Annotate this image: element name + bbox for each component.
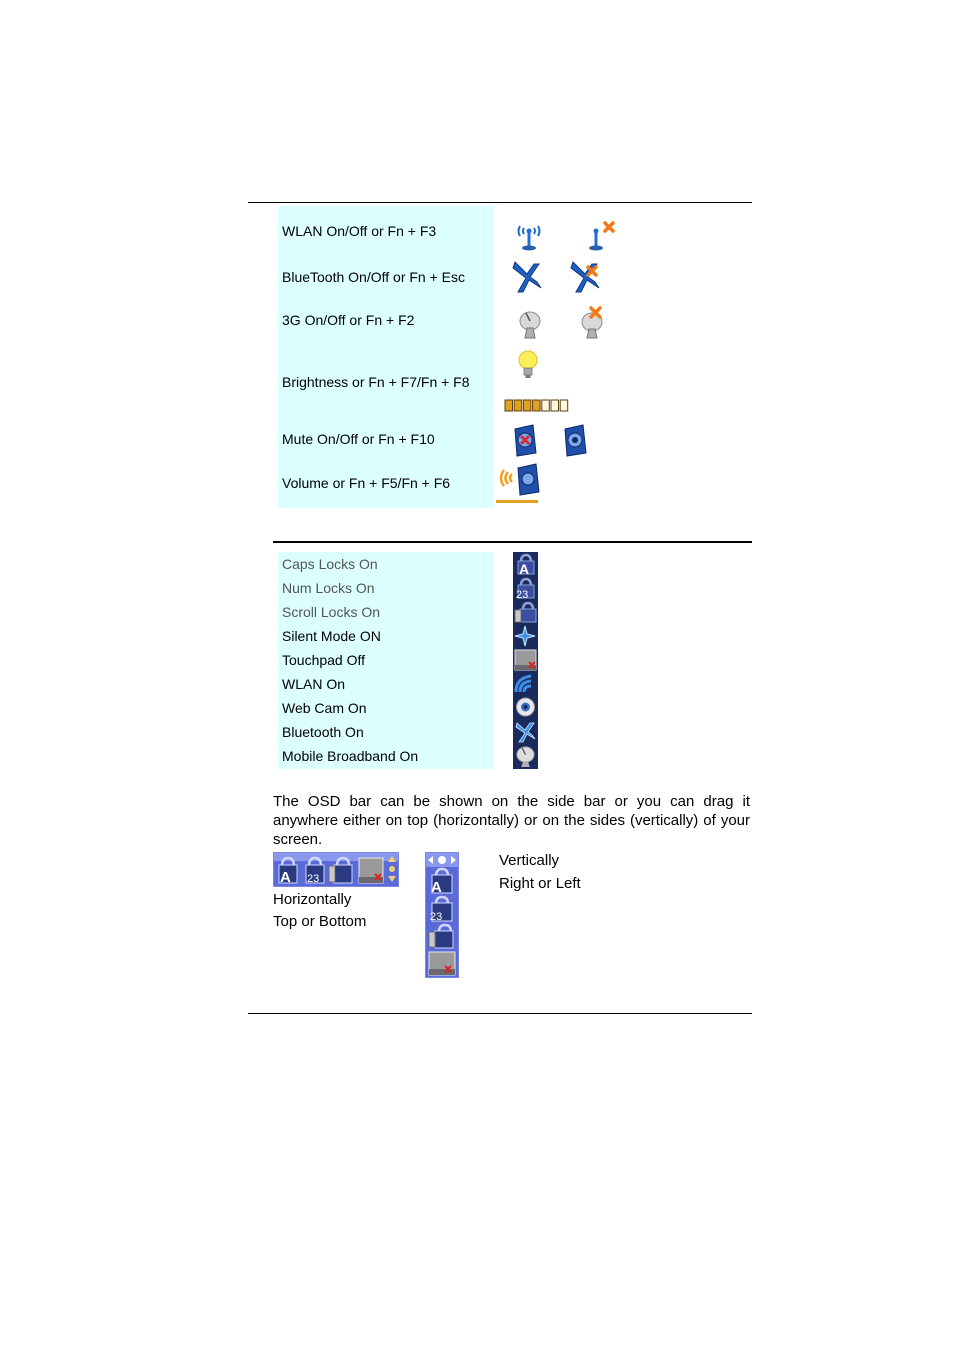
brightness-segment-empty [542,400,550,411]
svg-text:23: 23 [516,589,529,600]
mute-off-icon [561,423,589,457]
brightness-segment-empty [551,400,559,411]
osd-bar-vertical [425,852,459,978]
num-lock-icon [513,576,538,600]
status-icon-strip [513,552,538,769]
svg-text:23: 23 [430,911,443,923]
brightness-bulb-icon [514,349,542,381]
brightness-segment-filled [523,400,531,411]
status-label-touchpad: Touchpad Off [282,652,366,668]
bottom-rule [248,1013,752,1014]
3g-off-icon [576,304,610,340]
webcam-icon [513,696,538,720]
status-label-webcam: Web Cam On [282,700,367,716]
volume-icon [496,462,542,496]
wlan-icon [513,672,538,696]
bluetooth-on-icon [509,258,545,296]
touchpad-off-icon [513,648,538,672]
status-label-broadband: Mobile Broadband On [282,748,419,764]
brightness-segment-empty [560,400,568,411]
status-label-scroll: Scroll Locks On [282,604,381,620]
brightness-segment-filled [533,400,541,411]
status-label-num: Num Locks On [282,580,375,596]
touchpad-off-icon [429,952,455,975]
top-rule [248,202,752,203]
hotkey-label-bluetooth: BlueTooth On/Off or Fn + Esc [282,269,465,285]
bluetooth-off-icon [567,258,603,296]
mute-on-icon [511,423,539,457]
svg-text:A: A [519,561,530,576]
caps-lock-icon [513,552,538,576]
svg-text:A: A [431,879,442,896]
hotkey-panel [278,206,494,508]
vertical-caption-2: Right or Left [499,875,581,892]
silent-mode-icon [513,624,538,648]
mobile-broadband-icon [513,744,538,768]
scroll-lock-icon [513,600,538,624]
hotkey-label-wlan: WLAN On/Off or Fn + F3 [282,223,437,239]
status-label-wlan: WLAN On [282,676,346,692]
horizontal-caption-2: Top or Bottom [273,913,367,930]
bluetooth-icon [513,720,538,744]
svg-text:A: A [280,869,291,886]
section-rule [273,541,752,543]
vertical-caption-1: Vertically [499,852,560,869]
brightness-level-bar [504,399,570,413]
brightness-segment-filled [505,400,513,411]
svg-text:23: 23 [307,873,320,885]
hotkey-label-mute: Mute On/Off or Fn + F10 [282,431,435,447]
hotkey-label-3g: 3G On/Off or Fn + F2 [282,312,415,328]
hotkey-label-brightness: Brightness or Fn + F7/Fn + F8 [282,374,470,390]
touchpad-off-icon [359,858,383,883]
scroll-arrows-icon [428,856,456,864]
osd-bar-horizontal [273,852,399,887]
hotkey-label-volume: Volume or Fn + F5/Fn + F6 [282,475,451,491]
brightness-segment-filled [514,400,522,411]
status-label-bluetooth: Bluetooth On [282,724,364,740]
status-label-caps: Caps Locks On [282,556,378,572]
osd-description: The OSD bar can be shown on the side bar or you can drag it anywhere either on top (horizontally) or on the sides (vertically) of your screen. [273,793,750,848]
status-label-silent: Silent Mode ON [282,628,381,644]
3g-on-icon [514,306,546,340]
wlan-on-icon [514,220,544,252]
horizontal-caption-1: Horizontally [273,891,352,908]
volume-level-bar [496,500,538,503]
wlan-off-icon [583,220,617,252]
